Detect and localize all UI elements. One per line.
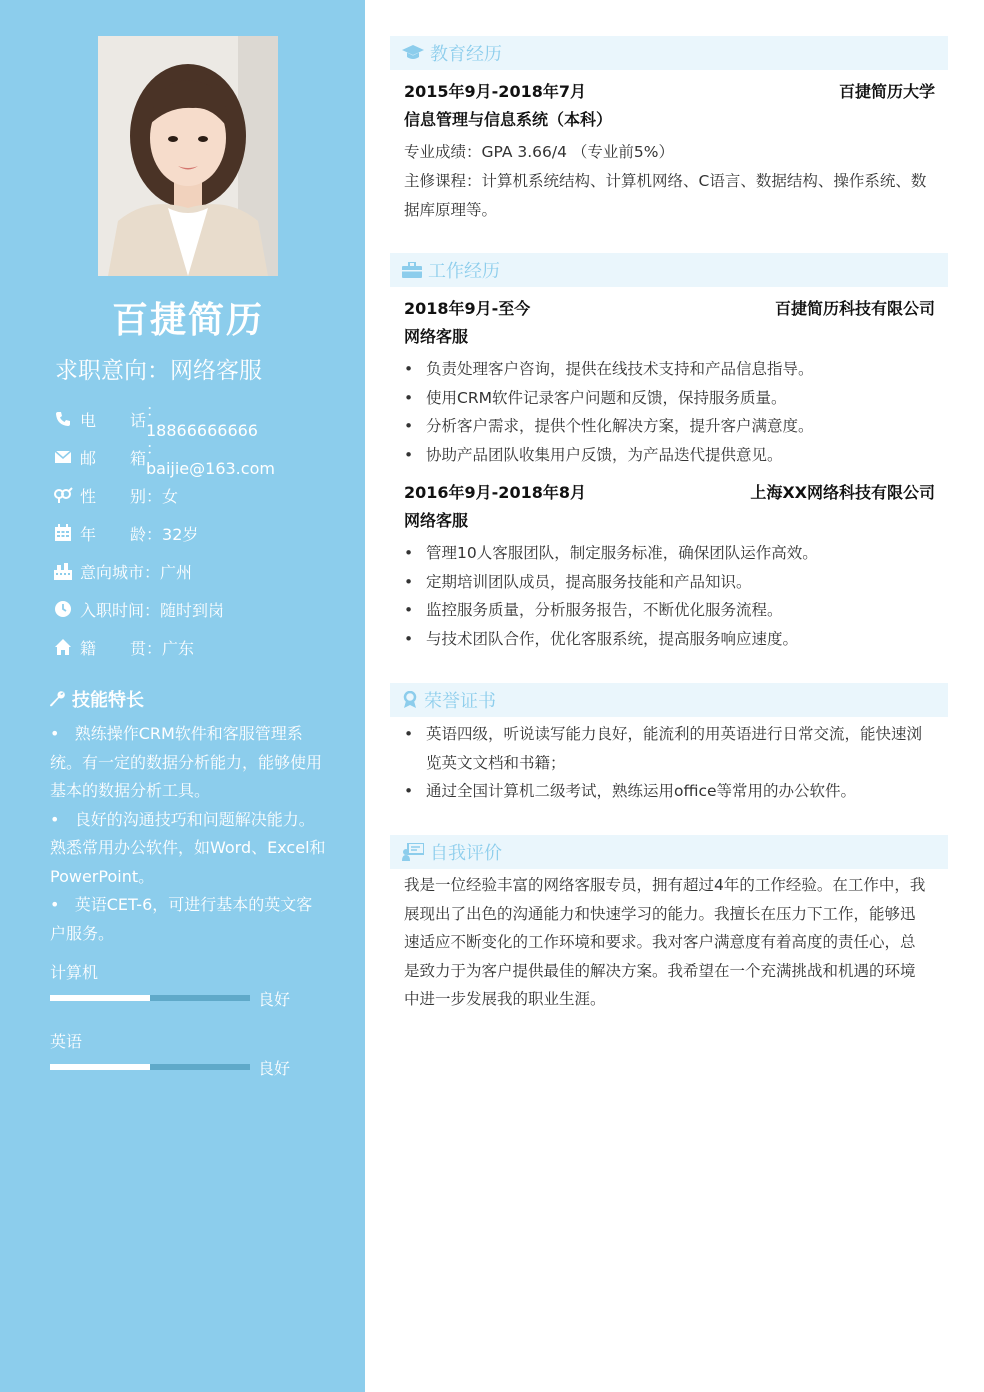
info-label-2: 箱 xyxy=(130,448,147,468)
candidate-name: 百捷简历 xyxy=(111,300,264,341)
clock-icon xyxy=(52,598,74,620)
duty-item: • 定期培训团队成员，提高服务技能和产品知识。 xyxy=(404,568,935,597)
job-duties xyxy=(404,539,935,653)
job-period: 2018年9月-至今 xyxy=(404,299,531,318)
info-label: 电 xyxy=(80,410,97,430)
skill-item: • 英语CET-6，可进行基本的英文客户服务。 xyxy=(50,895,313,943)
info-label-2: 贯 xyxy=(130,638,147,658)
age-value: 32岁 xyxy=(162,524,199,544)
info-city: 意向城市 ： 广州 xyxy=(52,552,224,590)
skill-bar-text: 良好 xyxy=(258,990,291,1009)
skill-item-text: 良好的沟通技巧和问题解决能力。熟悉常用办公软件，如Word、Excel和PowerPoint。 xyxy=(50,809,326,886)
sidebar xyxy=(0,0,365,1392)
mail-icon xyxy=(52,446,74,468)
section-title: 荣誉证书 xyxy=(424,691,496,712)
home-icon xyxy=(52,636,74,658)
duty-item: • 监控服务质量，分析服务报告，不断优化服务流程。 xyxy=(404,596,935,625)
duty-item: • 使用CRM软件记录客户问题和反馈，保持服务质量。 xyxy=(404,384,935,413)
briefcase-icon xyxy=(402,262,422,278)
job-company: 百捷简历科技有限公司 xyxy=(774,299,935,318)
calendar-icon xyxy=(52,522,74,544)
info-label-2: 话 xyxy=(130,410,147,430)
profile-photo xyxy=(98,36,278,276)
skill-bar-label: 英语 xyxy=(50,1032,83,1051)
job-row xyxy=(404,480,935,503)
skill-bar xyxy=(50,1064,250,1070)
education-school: 百捷简历大学 xyxy=(838,82,935,101)
honor-item: • 通过全国计算机二级考试，熟练运用office等常用的办公软件。 xyxy=(404,777,935,806)
education-period: 2015年9月-2018年7月 xyxy=(404,82,586,101)
skills-title xyxy=(48,686,144,712)
info-age: 年 龄 ：32岁 xyxy=(52,514,224,552)
info-label-2: 龄 xyxy=(130,524,147,544)
duty-item: • 协助产品团队收集用户反馈，为产品迭代提供意见。 xyxy=(404,441,935,470)
job-intention: 求职意向：网络客服 xyxy=(55,358,262,384)
skill-bar-fill xyxy=(50,995,150,1001)
info-label: 意向城市 xyxy=(80,562,145,582)
graduation-cap-icon xyxy=(402,45,424,61)
skill-bar-text: 良好 xyxy=(258,1059,291,1078)
info-label: 邮 xyxy=(80,448,97,468)
education-header xyxy=(390,36,948,70)
job-row xyxy=(404,296,935,319)
wrench-icon xyxy=(48,690,66,708)
info-label: 性 xyxy=(80,486,97,506)
availability-value: 随时到岗 xyxy=(160,600,225,620)
job-role: 网络客服 xyxy=(404,511,469,530)
duty-item: • 负责处理客户咨询，提供在线技术支持和产品信息指导。 xyxy=(404,355,935,384)
honor-item: • 英语四级，听说读写能力良好，能流利的用英语进行日常交流，能快速浏览英文文档和书籍； xyxy=(404,720,935,777)
job-role: 网络客服 xyxy=(404,327,469,346)
presentation-icon xyxy=(402,843,424,861)
info-hometown: 籍 贯 ：广东 xyxy=(52,628,224,666)
hometown-value: 广东 xyxy=(162,638,195,658)
info-gender: 性 别 ：女 xyxy=(52,476,224,514)
award-icon xyxy=(402,691,418,709)
job-duties xyxy=(404,355,935,469)
info-email: 邮 箱 ：baijie@163.com xyxy=(52,438,224,476)
contact-info xyxy=(52,400,275,666)
skill-item-text: 英语CET-6，可进行基本的英文客户服务。 xyxy=(50,895,313,943)
skills-list xyxy=(50,720,328,948)
skill-item: • 熟练操作CRM软件和客服管理系统。有一定的数据分析能力，能够使用基本的数据分析工具。 xyxy=(50,724,323,800)
duty-item: • 与技术团队合作，优化客服系统，提高服务响应速度。 xyxy=(404,625,935,654)
work-header xyxy=(390,253,948,287)
section-title: 教育经历 xyxy=(430,44,502,65)
info-label: 入职时间 xyxy=(80,600,145,620)
city-icon xyxy=(52,560,74,582)
education-major: 信息管理与信息系统（本科） xyxy=(404,110,613,129)
skills-title-text: 技能特长 xyxy=(72,690,144,711)
honors-list xyxy=(404,720,935,806)
job-company: 上海XX网络科技有限公司 xyxy=(750,483,935,502)
section-title: 自我评价 xyxy=(430,843,502,864)
phone-value: 18866666666 xyxy=(146,421,258,440)
skill-bar-label: 计算机 xyxy=(50,963,99,982)
duty-item: • 分析客户需求，提供个性化解决方案，提升客户满意度。 xyxy=(404,412,935,441)
info-label: 年 xyxy=(80,524,97,544)
info-label: 籍 xyxy=(80,638,97,658)
education-courses: 主修课程：计算机系统结构、计算机网络、C语言、数据结构、操作系统、数据库原理等。 xyxy=(404,172,927,219)
skill-item: • 良好的沟通技巧和问题解决能力。熟悉常用办公软件，如Word、Excel和PowerPoint。 xyxy=(50,809,326,886)
info-phone: 电 话 ：18866666666 xyxy=(52,400,224,438)
phone-icon xyxy=(52,408,74,430)
skill-bar xyxy=(50,995,250,1001)
skill-bar-fill xyxy=(50,1064,150,1070)
duty-item: • 管理10人客服团队，制定服务标准，确保团队运作高效。 xyxy=(404,539,935,568)
city-value: 广州 xyxy=(160,562,193,582)
honors-header xyxy=(390,683,948,717)
self-eval-header xyxy=(390,835,948,869)
education-row xyxy=(404,79,935,102)
skill-item-text: 熟练操作CRM软件和客服管理系统。有一定的数据分析能力，能够使用基本的数据分析工具。 xyxy=(50,724,323,800)
job-period: 2016年9月-2018年8月 xyxy=(404,483,586,502)
gender-value: 女 xyxy=(162,486,179,506)
education-gpa: 专业成绩：GPA 3.66/4 （专业前5%） xyxy=(404,143,675,161)
info-availability: 入职时间 ： 随时到岗 xyxy=(52,590,224,628)
self-eval-text: 我是一位经验丰富的网络客服专员，拥有超过4年的工作经验。在工作中，我展现出了出色的沟通能力和快速学习的能力。我擅长在压力下工作，能够迅速适应不断变化的工作环境和要求。我对客户满意度有着高度的责任心，总是致力于为客户提供最佳的解决方案。我希望在一个充满挑战和机遇的环境中进一步发展我的职业生涯。 xyxy=(404,876,926,1008)
section-title: 工作经历 xyxy=(428,261,500,282)
gender-icon xyxy=(52,484,74,506)
info-label-2: 别 xyxy=(130,486,147,506)
email-value: baijie@163.com xyxy=(146,459,275,478)
